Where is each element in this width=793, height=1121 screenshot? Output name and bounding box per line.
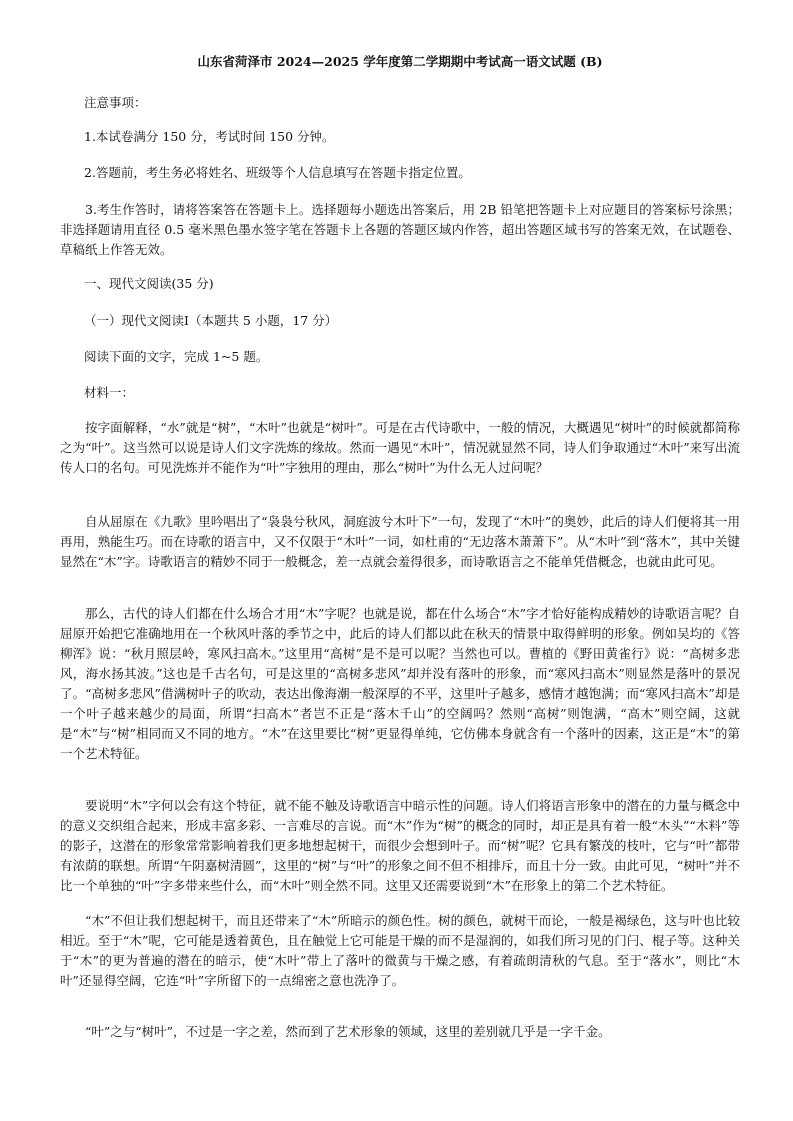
paragraph: “叶”之与“树叶”，不过是一字之差，然而到了艺术形象的领域，这里的差别就几乎是一字千金。 xyxy=(85,1024,611,1039)
paragraph: “木”不但让我们想起树干，而且还带来了“木”所暗示的颜色性。树的颜色，就树干而论，一般是褐绿色，这与叶也比较相近。至于“木”呢，它可能是透着黄色，且在触觉上它可能是干燥的而不是湿润的，如我们所习见的门闩、棍子等。这种关于“木”的更为普遍的潜在的暗示，使“木叶”带上了落叶的微黄与干燥之感，有着疏朗清秋的气息。至于“落水”，则比“木叶”还显得空阔，它连“叶”字所留下的一点绵密之意也洗净了。 xyxy=(60,913,740,988)
notice-heading: 注意事项： xyxy=(84,95,147,110)
reading-instruction: 阅读下面的文字，完成 1~5 题。 xyxy=(84,349,269,364)
exam-title: 山东省菏泽市 2024—2025 学年度第二学期期中考试高一语文试题 (B) xyxy=(197,54,603,69)
notice-item-2: 2.答题前，考生务必将姓名、班级等个人信息填写在答题卡指定位置。 xyxy=(84,165,471,180)
paragraph: 要说明“木”字何以会有这个特征，就不能不触及诗歌语言中暗示性的问题。诗人们将语言形象中的潜在的力量与概念中的意义交织组合起来，形成丰富多彩、一言难尽的言说。而“木”作为“树”的概念的同时，却正是具有着一般“木头”“木料”等的影子，这潜在的形象常常影响着我们更多地想起树干，而很少会想到叶子。而“树”呢？它具有繁茂的枝叶，它与“叶”都带有浓荫的联想。所谓“午阴嘉树清圆”，这里的“树”与“叶”的形象之间不但不相排斥，而且十分一致。由此可见，“树叶”并不比一个单独的“叶”字多带来些什么，而“木叶”则全然不同。这里又还需要说到“木”在形象上的第二个艺术特征。 xyxy=(60,798,740,893)
material-label: 材料一： xyxy=(84,385,135,400)
notice-item-3: 3.考生作答时，请将答案答在答题卡上。选择题每小题选出答案后，用 2B 铅笔把答题卡上对应题目的答案标号涂黑；非选择题请用直径 0.5 毫米黑色墨水签字笔在答题卡上各题的答题区域内作答，超出答题区域书写的答案无效，在试题卷、草稿纸上作答无效。 xyxy=(60,202,740,257)
section-heading: 一、现代文阅读(35 分) xyxy=(84,276,214,291)
notice-item-1: 1.本试卷满分 150 分，考试时间 150 分钟。 xyxy=(84,129,335,144)
paragraph: 按字面解释，“水”就是“树”，“木叶”也就是“树叶”。可是在古代诗歌中，一般的情况，大概遇见“树叶”的时候就都简称之为“叶”。这当然可以说是诗人们文字洗炼的缘故。然而一遇见“木叶”，情况就显然不同，诗人们争取通过“木叶”来写出流传人口的名句。可见洗炼并不能作为“叶”字独用的理由，那么“树叶”为什么无人过问呢？ xyxy=(60,420,740,475)
paragraph: 那么，古代的诗人们都在什么场合才用“木”字呢？也就是说，都在什么场合“木”字才恰好能构成精妙的诗歌语言呢？自屈原开始把它准确地用在一个秋风叶落的季节之中，此后的诗人们都以此在秋天的情景中取得鲜明的形象。例如吴均的《答柳浑》说：“秋月照层岭，寒风扫高木。”这里用“高树”是不是可以呢？当然也可以。曹植的《野田黄雀行》说：“高树多悲风，海水扬其波。”这也是千古名句，可是这里的“高树多悲风”却并没有落叶的形象，而“寒风扫高木”则显然是落叶的景况了。“高树多悲风”借满树叶子的吹动，表达出像海潮一般深厚的不平，这里叶子越多，感情才越饱满；而“寒风扫高木”却是一个叶子越来越少的局面，所谓“扫高木”者岂不正是“落木千山”的空阔吗？然则“高树”则饱满，“高木”则空阔，这就是“木”与“树”相同而又不同的地方。“木”在这里要比“树”更显得单纯，它仿佛本身就含有一个落叶的因素，这正是“木”的第一个艺术特征。 xyxy=(60,606,740,761)
subsection-heading: （一）现代文阅读Ⅰ（本题共 5 小题，17 分） xyxy=(84,313,338,328)
paragraph: 自从屈原在《九歌》里吟唱出了“袅袅兮秋风，洞庭波兮木叶下”一句，发现了“木叶”的奥妙，此后的诗人们便将其一用再用，熟能生巧。而在诗歌的语言中，又不仅限于“木叶”一词，如杜甫的“无边落木萧萧下”。从“木叶”到“落木”，其中关键显然在“木”字。诗歌语言的精妙不同于一般概念，差一点就会羞得很多，而诗歌语言之不能单凭借概念，也就由此可见。 xyxy=(60,514,740,569)
